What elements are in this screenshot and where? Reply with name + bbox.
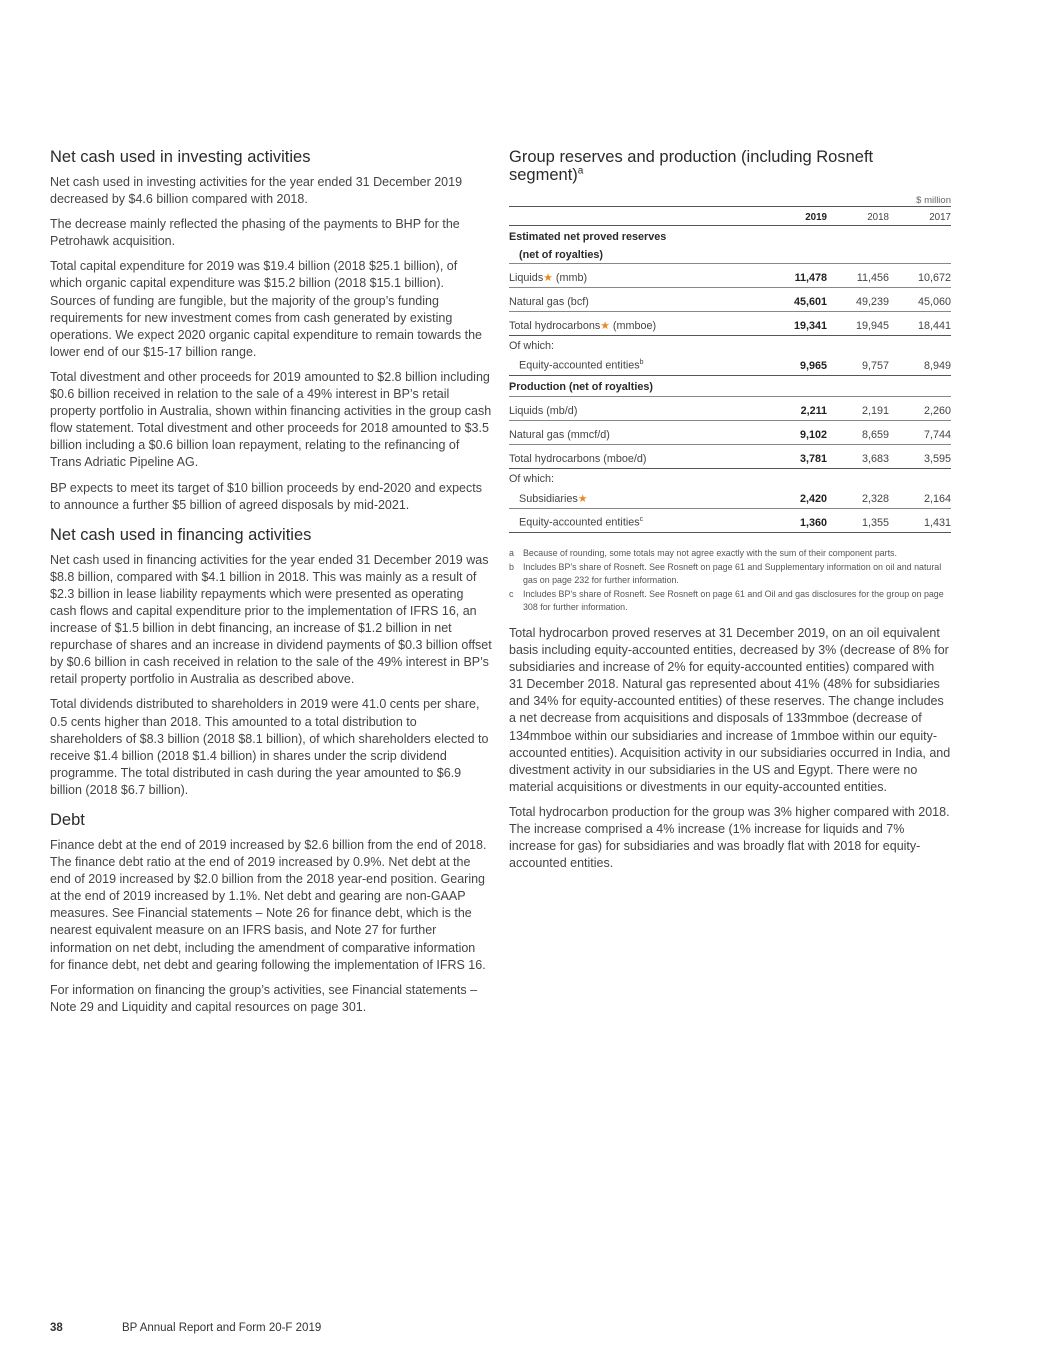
star-icon: ★	[600, 320, 610, 332]
paragraph: Finance debt at the end of 2019 increased by $2.6 billion from the end of 2018. The finance debt ratio at the end of 2019 increased by 0.9%. Net debt at the end of 2019 increased by $2.0 billion from the 2018 year-end position. Gearing at the end of 2019 increased by 1.1%. Net debt and gearing are non-GAAP measures. See Financial statements – Note 26 for finance debt, which is the nearest equivalent measure on an IFRS basis, and Note 27 for further information on net debt, including the amendment of comparative information for finance debt, net debt and gearing following the implementation of IFRS 16.	[50, 838, 487, 972]
unit-label: $ million	[916, 195, 951, 206]
table-row	[509, 397, 951, 421]
row-label-unit: (mmboe)	[609, 320, 657, 332]
paragraph: Total hydrocarbon production for the group was 3% higher compared with 2018. The increase comprised a 4% increase (1% increase for liquids and 7% increase for gas) for subsidiaries and was broadly flat with 2018 for equity-accounted entities.	[509, 804, 950, 871]
year-header: 2019	[765, 207, 827, 226]
row-label: Of which:	[509, 340, 555, 352]
reserves-table	[509, 192, 951, 533]
cell: 11,478	[765, 264, 827, 288]
right-column	[509, 148, 951, 880]
heading-financing: Net cash used in financing activities	[50, 525, 312, 544]
paragraph: Total divestment and other proceeds for 2019 amounted to $2.8 billion including $0.6 billion received in relation to the sale of a 49% interest in BP’s retail property portfolio in Australia, shown within financing activities in the group cash flow statement. Total divestment and other proceeds for 2018 amounted to $3.5 billion including a $0.6 billion loan repayment, relating to the refinancing of Trans Adriatic Pipeline AG.	[50, 369, 492, 470]
cell: 2,328	[827, 485, 889, 509]
cell: 11,456	[827, 264, 889, 288]
row-label: Total hydrocarbons (mboe/d)	[509, 445, 765, 469]
row-label: Of which:	[509, 473, 555, 485]
cell: 8,949	[889, 352, 951, 376]
row-label	[509, 352, 765, 376]
row-label	[509, 312, 765, 336]
footnote	[509, 547, 951, 561]
cell: 9,965	[765, 352, 827, 376]
table-row	[509, 485, 951, 509]
footnote-text: Because of rounding, some totals may not agree exactly with the sum of their component parts.	[523, 548, 897, 558]
paragraph: The decrease mainly reflected the phasing of the payments to BHP for the Petrohawk acquisition.	[50, 217, 460, 249]
footnote-mark: c	[509, 588, 514, 599]
row-label: Liquids (mb/d)	[509, 397, 765, 421]
year-header: 2018	[827, 207, 889, 226]
cell: 18,441	[889, 312, 951, 336]
section-title: Estimated net proved reserves	[509, 231, 667, 243]
table-header-row	[509, 207, 951, 226]
cell: 9,757	[827, 352, 889, 376]
footnotes	[509, 547, 951, 615]
paragraph: Total hydrocarbon proved reserves at 31 December 2019, on an oil equivalent basis including equity-accounted entities, decreased by 3% (decrease of 8% for subsidiaries and increase of 2% for equity-accounted entities) compared with 31 December 2018. Natural gas represented about 41% (48% for subsidiaries and 34% for equity-accounted entities) of these reserves. The change includes a net decrease from acquisitions and disposals of 133mmboe (decrease of 134mmboe within our subsidiaries and increase of 1mmboe within our equity-accounted entities). Acquisition activity in our subsidiaries occurred in India, and divestment activity in our subsidiaries in the US and Egypt. There were no material acquisitions or divestments in our equity-accounted entities.	[509, 625, 951, 794]
heading-reserves	[509, 148, 951, 184]
cell: 19,945	[827, 312, 889, 336]
footnote-mark: b	[509, 561, 514, 572]
table-row	[509, 469, 951, 486]
table-section-row	[509, 226, 951, 247]
row-label	[509, 509, 765, 533]
paragraph: Total dividends distributed to shareholders in 2019 were 41.0 cents per share, 0.5 cents higher than 2018. This amounted to a total distribution to shareholders of $8.3 billion (2018 $8.1 billion), of which shareholders elected to receive $1.4 billion (2018 $1.4 billion) in shares under the scrip dividend programme. The total distributed in cash during the year amounted to $6.9 billion (2018 $6.7 billion).	[50, 697, 489, 797]
paragraph: Net cash used in investing activities for the year ended 31 December 2019 decreased by $4.6 billion compared with 2018.	[50, 175, 463, 207]
footnote	[509, 561, 951, 588]
table-row	[509, 288, 951, 312]
reserves-commentary	[509, 625, 951, 872]
cell: 10,672	[889, 264, 951, 288]
star-icon: ★	[577, 493, 588, 505]
cell: 8,659	[827, 421, 889, 445]
footer-title: BP Annual Report and Form 20-F 2019	[122, 1322, 322, 1334]
left-column	[50, 148, 492, 1024]
cell: 2,191	[827, 397, 889, 421]
footnote-ref: a	[577, 165, 584, 177]
star-icon: ★	[543, 272, 553, 284]
footnote-ref: b	[639, 359, 644, 367]
cell: 3,781	[765, 445, 827, 469]
cell: 7,744	[889, 421, 951, 445]
row-label-text: Subsidiaries	[519, 493, 578, 505]
cell: 1,360	[765, 509, 827, 533]
cell: 45,060	[889, 288, 951, 312]
row-label-text: Total hydrocarbons	[509, 320, 601, 332]
table-row	[509, 352, 951, 376]
table-row	[509, 264, 951, 288]
cell: 9,102	[765, 421, 827, 445]
paragraph: Net cash used in financing activities for the year ended 31 December 2019 was $8.8 billion, compared with $4.1 billion in 2018. This was mainly as a result of $2.3 billion in lease liability repayments which were presented as operating cash flows and capital expenditure prior to the implementation of IFRS 16, an increase of $1.5 billion in debt financing, an increase of $1.2 billion in net repurchase of shares and an increase in dividend payments of $0.3 billion offset by $0.6 billion in cash received in relation to the sale of the 49% interest in BP’s retail property portfolio in Australia as described above.	[50, 552, 492, 687]
footnote-text: Includes BP’s share of Rosneft. See Rosneft on page 61 and Oil and gas disclosures for the group on page 308 for further information.	[523, 588, 944, 613]
footnote	[509, 588, 951, 615]
cell: 1,355	[827, 509, 889, 533]
paragraph: For information on financing the group’s activities, see Financial statements – Note 29 and Liquidity and capital resources on page 301.	[50, 982, 478, 1014]
row-label-text: Equity-accounted entities	[519, 360, 640, 372]
year-header: 2017	[889, 207, 951, 226]
table-row	[509, 421, 951, 445]
row-label: Natural gas (mmcf/d)	[509, 421, 765, 445]
section-title: (net of royalties)	[509, 246, 951, 264]
cell: 2,211	[765, 397, 827, 421]
cell: 2,260	[889, 397, 951, 421]
table-row	[509, 312, 951, 336]
cell: 2,420	[765, 485, 827, 509]
paragraph: BP expects to meet its target of $10 billion proceeds by end-2020 and expects to announce a further $5 billion of agreed disposals by mid-2021.	[50, 480, 482, 512]
footnote-ref: c	[639, 516, 644, 524]
footnote-text: Includes BP’s share of Rosneft. See Rosneft on page 61 and Supplementary information on oil and natural gas on page 232 for further information.	[523, 561, 942, 586]
cell: 49,239	[827, 288, 889, 312]
page-footer	[50, 1322, 321, 1334]
row-label	[509, 264, 765, 288]
heading-debt: Debt	[50, 811, 85, 829]
paragraph: Total capital expenditure for 2019 was $19.4 billion (2018 $25.1 billion), of which organic capital expenditure was $15.2 billion (2018 $15.1 billion). Sources of funding are fungible, but the majority of the group’s funding requirements for new investment comes from cash generated by existing operations. We expect 2020 organic capital expenditure to remain towards the lower end of our $15-17 billion range.	[50, 259, 482, 359]
cell: 2,164	[889, 485, 951, 509]
table-section-row	[509, 376, 951, 397]
row-label-unit: (mmb)	[552, 272, 588, 284]
cell: 45,601	[765, 288, 827, 312]
row-label-text: Equity-accounted entities	[519, 517, 640, 529]
cell: 19,341	[765, 312, 827, 336]
table-section-row	[509, 246, 951, 264]
section-title: Production (net of royalties)	[509, 376, 951, 397]
table-row	[509, 336, 951, 353]
footnote-mark: a	[509, 548, 514, 558]
cell: 3,683	[827, 445, 889, 469]
page-number: 38	[50, 1322, 63, 1334]
table-row	[509, 509, 951, 533]
row-label-text: Liquids	[509, 272, 544, 284]
heading-investing: Net cash used in investing activities	[50, 148, 311, 166]
heading-reserves-text: Group reserves and production (including Rosneft segment)	[509, 148, 874, 184]
table-row	[509, 192, 951, 207]
table-row	[509, 445, 951, 469]
cell: 1,431	[889, 509, 951, 533]
row-label	[509, 485, 765, 509]
cell: 3,595	[889, 445, 951, 469]
row-label: Natural gas (bcf)	[509, 288, 765, 312]
